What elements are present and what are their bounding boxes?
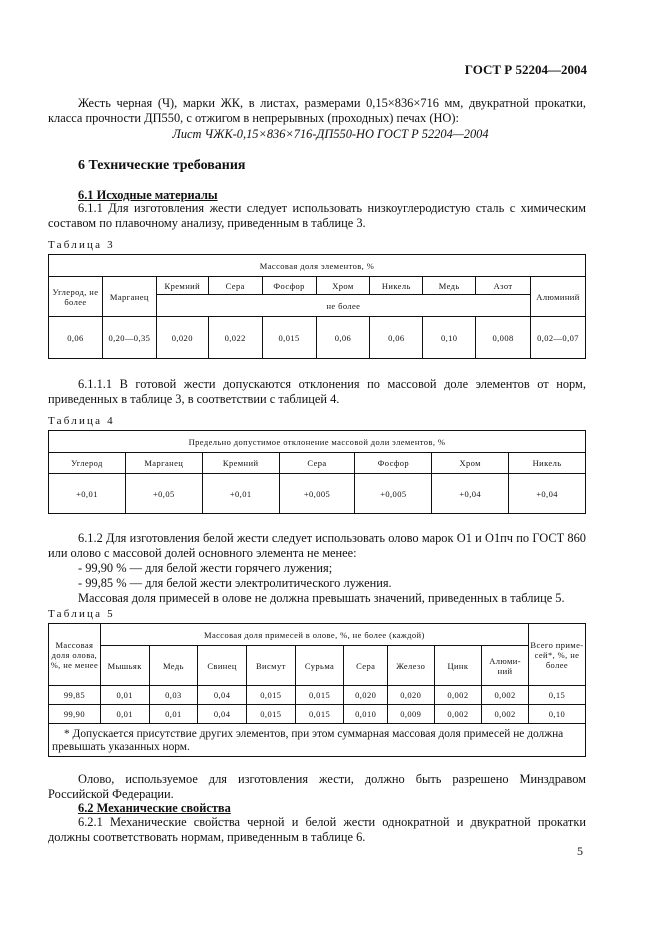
table5-header: Сера <box>344 646 388 686</box>
para-6-1-2: 6.1.2 Для изготовления белой жести следует использовать олово марок О1 и О1пч по ГОСТ 860 или олово с массовой долей основного элемента не менее: <box>48 531 586 560</box>
para-6-1-1: 6.1.1 Для изготовления жести следует использовать низкоуглеродистую сталь с химическим составом по плавочному анализу, приведенным в таблице 3. <box>48 201 586 230</box>
table-cell: 0,06 <box>316 317 370 359</box>
para-tin-approval: Олово, используемое для изготовления жести, должно быть разрешено Минздравом Российской Федерации. <box>48 772 586 801</box>
table-cell: 0,10 <box>528 705 585 724</box>
designation-example: Лист ЧЖК-0,15×836×716-ДП550-НО ГОСТ Р 52204—2004 <box>172 127 489 141</box>
table-cell: 0,008 <box>476 317 531 359</box>
table3-elem-header: Кремний <box>156 277 208 295</box>
table-cell: 99,90 <box>49 705 101 724</box>
table3-carbon-header: Углерод, не более <box>49 277 103 317</box>
table4-header: Никель <box>509 453 586 474</box>
table-cell: 0,015 <box>246 705 295 724</box>
table3-notmore-header: не более <box>156 295 530 317</box>
table-cell: 0,015 <box>246 686 295 705</box>
table-cell: 0,020 <box>387 686 434 705</box>
table5-header: Висмут <box>246 646 295 686</box>
table5-caption: Таблица 5 <box>48 608 115 620</box>
table5-header: Алюми- ний <box>482 646 529 686</box>
list-item: - 99,90 % — для белой жести горячего лужения; <box>78 561 333 575</box>
table-cell: 0,01 <box>100 686 149 705</box>
table4-header: Сера <box>279 453 355 474</box>
table-cell: 0,03 <box>149 686 198 705</box>
table-cell: 0,04 <box>198 705 247 724</box>
para-after-list: Массовая доля примесей в олове не должна превышать значений, приведенных в таблице 5. <box>78 591 565 605</box>
table5-header: Цинк <box>434 646 482 686</box>
table4-title-header: Предельно допустимое отклонение массовой доли элементов, % <box>49 431 586 453</box>
table-cell: 0,020 <box>344 686 388 705</box>
table-cell: 0,010 <box>344 705 388 724</box>
table3-elem-header: Сера <box>208 277 262 295</box>
table4-header: Углерод <box>49 453 126 474</box>
table5-header: Железо <box>387 646 434 686</box>
para-6-1-1-1: 6.1.1.1 В готовой жести допускаются отклонения по массовой доле элементов от норм, приведенных в таблице 3, в соответствии с таблицей 4. <box>48 377 586 406</box>
subsection-6-2-title: 6.2 Механические свойства <box>78 801 231 815</box>
table-cell: 0,015 <box>295 705 344 724</box>
table-cell: 0,01 <box>149 705 198 724</box>
table-cell: +0,05 <box>125 474 202 514</box>
table-cell: +0,01 <box>49 474 126 514</box>
page-number: 5 <box>577 844 583 858</box>
table-5 <box>48 623 586 757</box>
table3-mass-header: Массовая доля элементов, % <box>49 255 586 277</box>
table-cell: +0,04 <box>509 474 586 514</box>
table-cell: 0,06 <box>370 317 423 359</box>
table3-mn-header: Марганец <box>102 277 156 317</box>
table-cell: 0,002 <box>434 686 482 705</box>
table4-header: Марганец <box>125 453 202 474</box>
table5-row <box>49 686 586 705</box>
table-cell: 0,002 <box>434 705 482 724</box>
table3-elem-header: Медь <box>423 277 476 295</box>
intro-paragraph: Жесть черная (Ч), марки ЖК, в листах, размерами 0,15×836×716 мм, двукратной прокатки, класса прочности ДП550, с отжигом в непрерывных (проходных) печах (НО): <box>48 96 586 125</box>
table-cell: 0,15 <box>528 686 585 705</box>
table-cell: 0,022 <box>208 317 262 359</box>
table-cell: 0,01 <box>100 705 149 724</box>
table-cell: 0,002 <box>482 686 529 705</box>
table-cell: +0,005 <box>279 474 355 514</box>
table4-header: Фосфор <box>355 453 432 474</box>
table-cell: 0,04 <box>198 686 247 705</box>
list-item: - 99,85 % — для белой жести электролитического лужения. <box>78 576 392 590</box>
table-cell: 0,002 <box>482 705 529 724</box>
para-6-2-1: 6.2.1 Механические свойства черной и белой жести однократной и двукратной прокатки должны соответствовать нормам, приведенным в таблице 6. <box>48 815 586 844</box>
subsection-6-1-title: 6.1 Исходные материалы <box>78 188 218 202</box>
table-cell: +0,01 <box>202 474 279 514</box>
standard-number: ГОСТ Р 52204—2004 <box>464 62 587 77</box>
table-3 <box>48 254 586 359</box>
table3-al-header: Алюминий <box>530 277 585 317</box>
table3-elem-header: Азот <box>476 277 531 295</box>
table4-header: Хром <box>432 453 509 474</box>
table-cell: 0,020 <box>156 317 208 359</box>
table5-header: Мышьяк <box>100 646 149 686</box>
table5-header: Сурьма <box>295 646 344 686</box>
table-cell: 0,02—0,07 <box>530 317 585 359</box>
table-cell: 0,015 <box>262 317 316 359</box>
section-6-title: 6 Технические требования <box>78 158 246 173</box>
table4-row <box>49 474 586 514</box>
table-4 <box>48 430 586 514</box>
table-cell: 99,85 <box>49 686 101 705</box>
table-cell: 0,015 <box>295 686 344 705</box>
table5-title-header: Массовая доля примесей в олове, %, не более (каждой) <box>100 624 528 646</box>
table4-header: Кремний <box>202 453 279 474</box>
table5-footnote: * Допускается присутствие других элементов, при этом суммарная массовая доля примесей не должна превышать указанных норм. <box>49 724 586 757</box>
table-cell: +0,04 <box>432 474 509 514</box>
table3-elem-header: Хром <box>316 277 370 295</box>
table3-row <box>49 317 586 359</box>
table-cell: +0,005 <box>355 474 432 514</box>
table5-tin-header: Массовая доля олова, %, не менее <box>49 624 101 686</box>
table3-elem-header: Фосфор <box>262 277 316 295</box>
table-cell: 0,10 <box>423 317 476 359</box>
table5-header: Свинец <box>198 646 247 686</box>
table4-caption: Таблица 4 <box>48 415 115 427</box>
table3-caption: Таблица 3 <box>48 239 115 251</box>
table-cell: 0,20—0,35 <box>102 317 156 359</box>
table5-header: Медь <box>149 646 198 686</box>
table5-row <box>49 705 586 724</box>
table-cell: 0,06 <box>49 317 103 359</box>
table3-elem-header: Никель <box>370 277 423 295</box>
table5-total-header: Всего приме- сей*, %, не более <box>528 624 585 686</box>
table-cell: 0,009 <box>387 705 434 724</box>
